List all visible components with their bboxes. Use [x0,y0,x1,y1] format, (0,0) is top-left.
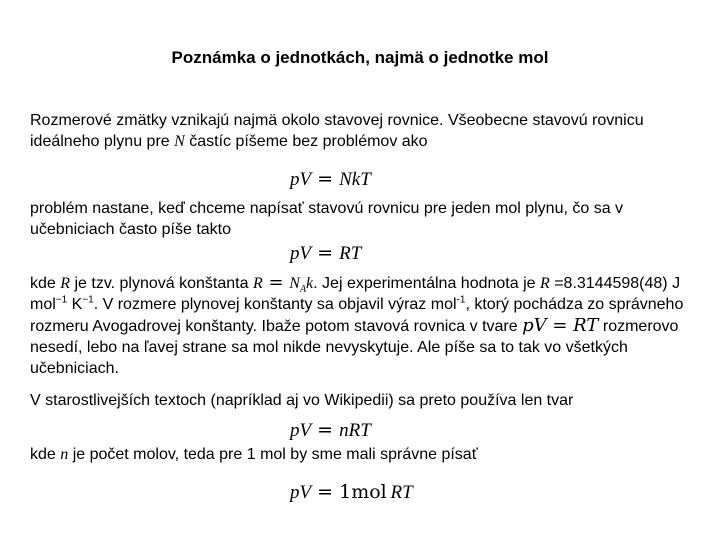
eq-rhs: nRT [339,420,371,441]
equation-pv-nkt [290,168,371,191]
eq-unit: mol [351,481,387,503]
math-var-R: R [539,275,550,292]
math-sub-A: A [299,284,307,296]
text: Rozmerové zmätky vznikajú najmä okolo stavovej rovnice. Všeobecne stavovú rovnicu ideálneho plynu pre [30,112,644,150]
text: , ktorý pochádza zo správneho rozmeru Avogadrovej konštanty. Ibaže potom stavová rovnica v tvare [30,296,684,335]
math-var-k: k [306,275,314,292]
math-var-n: n [60,446,69,463]
paragraph-gas-constant [30,272,700,379]
paragraph-number-of-moles [30,444,700,465]
inline-math-lhs: pV [522,315,547,336]
text: K [67,296,83,313]
superscript: −1 [82,294,94,306]
text: kde [30,446,61,463]
text: je tzv. plynová konštanta [70,275,253,292]
equation-pv-1mol-rt [290,481,413,504]
paragraph-one-mol-problem: problém nastane, keď chceme napísať stavovú rovnicu pre jeden mol plynu, čo sa v učebniciach často píše takto [30,200,624,238]
eq-lhs: pV [290,243,312,264]
math-var-N: N [289,275,300,292]
superscript: -1 [456,294,466,306]
superscript: −1 [55,294,68,306]
slide-title: Poznámka o jednotkách, najmä o jednotke mol [171,48,549,67]
eq-number: 1 [339,481,352,503]
text: =8.3144598(48) J mol [30,275,681,313]
equation-pv-nrt [290,419,371,442]
eq-lhs: pV [290,420,312,441]
eq-sign: = [311,168,340,190]
text: . V rozmere plynovej konštanty sa objavil výraz mol [93,296,457,313]
paragraph-ideal-gas-intro [30,110,700,152]
eq-rhs: RT [339,243,362,264]
eq-lhs: pV [290,169,312,190]
inline-math-rhs: RT [573,315,599,336]
math-var-N: N [174,133,185,150]
eq-sign: = [311,481,340,503]
math-var-R: R [60,275,71,292]
math-var-R: R [252,275,263,292]
text: kde [30,275,61,292]
eq-rhs: NkT [339,169,371,190]
text: . Jej experimentálna hodnota je [313,275,540,292]
text: rozmerovo nesedí, lebo na ľavej strane sa mol nikde nevyskytuje. Ale píše sa to tak vo všetkých učebniciach. [30,318,679,377]
eq-lhs: pV [290,482,312,503]
eq-sign: = [311,419,340,441]
inline-math-eq: = [546,315,574,336]
equation-pv-rt [290,242,361,265]
math-eq-sign: = [262,272,290,293]
text: je počet molov, teda pre 1 mol by sme mali správne písať [68,446,478,463]
eq-sign: = [311,242,340,264]
paragraph-careful-texts: V starostlivejších textoch (napríklad aj vo Wikipedii) sa preto používa len tvar [30,392,574,409]
text: častíc píšeme bez problémov ako [184,133,428,150]
eq-rhs: RT [390,482,413,503]
